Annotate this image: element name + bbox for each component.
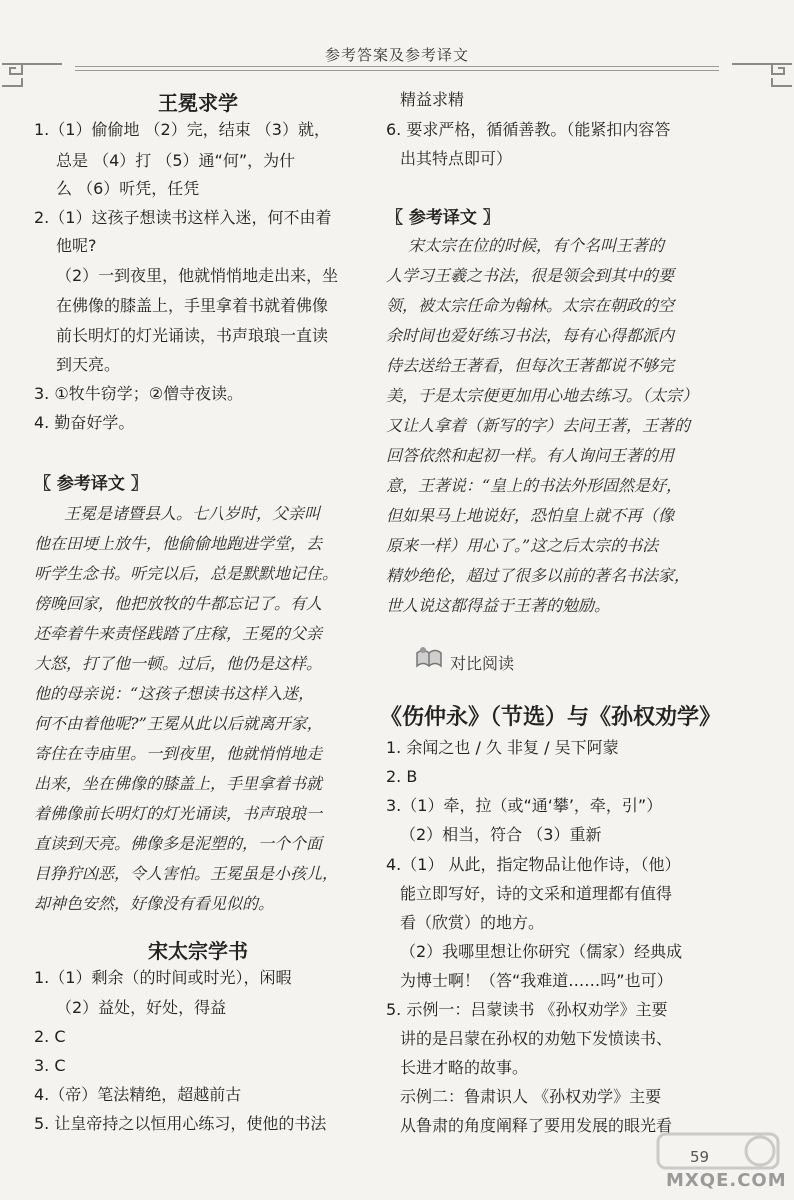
page-header — [0, 0, 794, 80]
right-line: 原来一样）用心了。”这之后太宗的书法 — [386, 536, 659, 555]
left-line: 着佛像前长明灯的灯光诵读，书声琅琅一 — [34, 804, 323, 823]
right-line: 为博士啊！（答“我难道……吗”也可） — [400, 971, 673, 990]
right-line: 1. 余闻之也 / 久 非复 / 吴下阿蒙 — [386, 738, 619, 757]
left-line: 傍晚回家，他把放牧的牛都忘记了。有人 — [34, 594, 323, 613]
left-line: （2）益处，好处，得益 — [56, 998, 227, 1017]
right-line: （2）相当，符合 （3）重新 — [400, 825, 602, 844]
left-line: 王冕求学 — [158, 91, 238, 115]
page-number: 59 — [690, 1148, 710, 1166]
page-title: 参考答案及参考译文 — [324, 46, 469, 64]
left-line: 4.（帝）笔法精绝，超越前古 — [34, 1085, 242, 1104]
right-line: （2）我哪里想让你研究（儒家）经典成 — [400, 942, 683, 961]
left-line: 出来，坐在佛像的膝盖上，手里拿着书就 — [34, 774, 323, 793]
right-line: 3.（1）牵，拉（或“通‘攀’，牵，引”） — [386, 796, 663, 815]
watermark-text: MXQE.COM — [666, 1170, 787, 1191]
left-line: 目狰狞凶恶，令人害怕。王冕虽是小孩儿， — [34, 864, 339, 883]
left-line: 总是 （4）打 （5）通“何”，为什 — [56, 151, 296, 170]
right-line: 意，王著说：“皇上的书法外形固然是好， — [386, 476, 683, 495]
left-line: 直读到天亮。佛像多是泥塑的，一个个面 — [34, 834, 323, 853]
left-line: 宋太宗学书 — [148, 939, 248, 963]
right-line: 6. 要求严格，循循善教。（能紧扣内容答 — [386, 120, 671, 139]
book-reading-icon — [414, 646, 444, 672]
left-line: 3. ①牧牛窃学；②僧寺夜读。 — [34, 384, 244, 403]
right-line: 长进才略的故事。 — [400, 1058, 529, 1077]
left-line: 1.（1）偷偷地 （2）完，结束 （3）就， — [34, 120, 330, 139]
left-line: 1.（1）剩余（的时间或时光），闲暇 — [34, 968, 292, 987]
left-line: 他的母亲说：“这孩子想读书这样入迷， — [34, 684, 315, 703]
right-line: 〖 参考译文 〗 — [386, 208, 500, 228]
right-line: 人学习王羲之书法，很是领会到其中的要 — [386, 266, 675, 285]
left-line: 在佛像的膝盖上，手里拿着书就着佛像 — [56, 296, 329, 315]
left-line: 大怒，打了他一顿。过后，他仍是这样。 — [34, 654, 323, 673]
left-line: 何不由着他呢?”王冕从此以后就离开家， — [34, 714, 323, 733]
left-line: 4. 勤奋好学。 — [34, 413, 135, 432]
right-line: 世人说这都得益于王著的勉励。 — [386, 596, 611, 615]
section-label: 对比阅读 — [450, 654, 515, 673]
right-line: 2. B — [386, 767, 418, 786]
left-line: 〖 参考译文 〗 — [34, 474, 148, 494]
left-line: 他在田埂上放牛，他偷偷地跑进学堂，去 — [34, 534, 323, 553]
left-line: 他呢? — [56, 236, 97, 255]
header-rule — [75, 66, 719, 67]
left-line: 王冕是诸暨县人。七八岁时，父亲叫 — [64, 504, 321, 523]
right-line: 从鲁肃的角度阐释了要用发展的眼光看 — [400, 1116, 673, 1135]
left-line: 么 （6）听凭，任凭 — [56, 179, 200, 198]
right-line: 侍去送给王著看，但每次王著都说不够完 — [386, 356, 675, 375]
left-line: 却神色安然，好像没有看见似的。 — [34, 894, 275, 913]
right-line: 但如果马上地说好，恐怕皇上就不再（像 — [386, 506, 675, 525]
right-line: 4.（1） 从此，指定物品让他作诗，（他） — [386, 855, 681, 874]
left-line: 到天亮。 — [56, 355, 121, 374]
left-line: 前长明灯的灯光诵读，书声琅琅一直读 — [56, 326, 329, 345]
right-line: 回答依然和起初一样。有人询问王著的用 — [386, 446, 675, 465]
right-line: 精妙绝伦，超过了很多以前的著名书法家， — [386, 566, 691, 585]
header-rule-2 — [75, 70, 719, 71]
right-line: 美，于是太宗便更加用心地去练习。（太宗） — [386, 386, 699, 405]
right-line: 领，被太宗任命为翰林。太宗在朝政的空 — [386, 296, 675, 315]
left-line: 寄住在寺庙里。一到夜里，他就悄悄地走 — [34, 744, 323, 763]
right-line: 余时间也爱好练习书法，每有心得都派内 — [386, 326, 675, 345]
right-line: 又让人拿着（新写的字）去问王著，王著的 — [386, 416, 691, 435]
right-line: 示例二：鲁肃识人 《孙权劝学》主要 — [400, 1087, 662, 1106]
ornament-right-icon — [724, 56, 794, 96]
right-line: 看（欣赏）的地方。 — [400, 913, 545, 932]
left-line: 2. C — [34, 1027, 66, 1046]
right-line: 宋太宗在位的时候，有个名叫王著的 — [408, 236, 665, 255]
right-line: 出其特点即可） — [400, 149, 513, 168]
right-line: 能立即写好，诗的文采和道理都有值得 — [400, 884, 673, 903]
right-line: 《伤仲永》（节选）与《孙权劝学》 — [380, 704, 722, 730]
right-line: 讲的是吕蒙在孙权的劝勉下发愤读书、 — [400, 1029, 673, 1048]
right-line: 精益求精 — [400, 90, 465, 109]
left-line: 3. C — [34, 1056, 66, 1075]
left-line: 听学生念书。听完以后，总是默默地记住。 — [34, 564, 339, 583]
left-line: 5. 让皇帝持之以恒用心练习，使他的书法 — [34, 1114, 327, 1133]
right-line: 5. 示例一：吕蒙读书 《孙权劝学》主要 — [386, 1000, 668, 1019]
left-line: 2.（1）这孩子想读书这样入迷，何不由着 — [34, 208, 332, 227]
left-line: 还牵着牛来责怪践踏了庄稼，王冕的父亲 — [34, 624, 323, 643]
left-line: （2）一到夜里，他就悄悄地走出来，坐 — [56, 266, 339, 285]
